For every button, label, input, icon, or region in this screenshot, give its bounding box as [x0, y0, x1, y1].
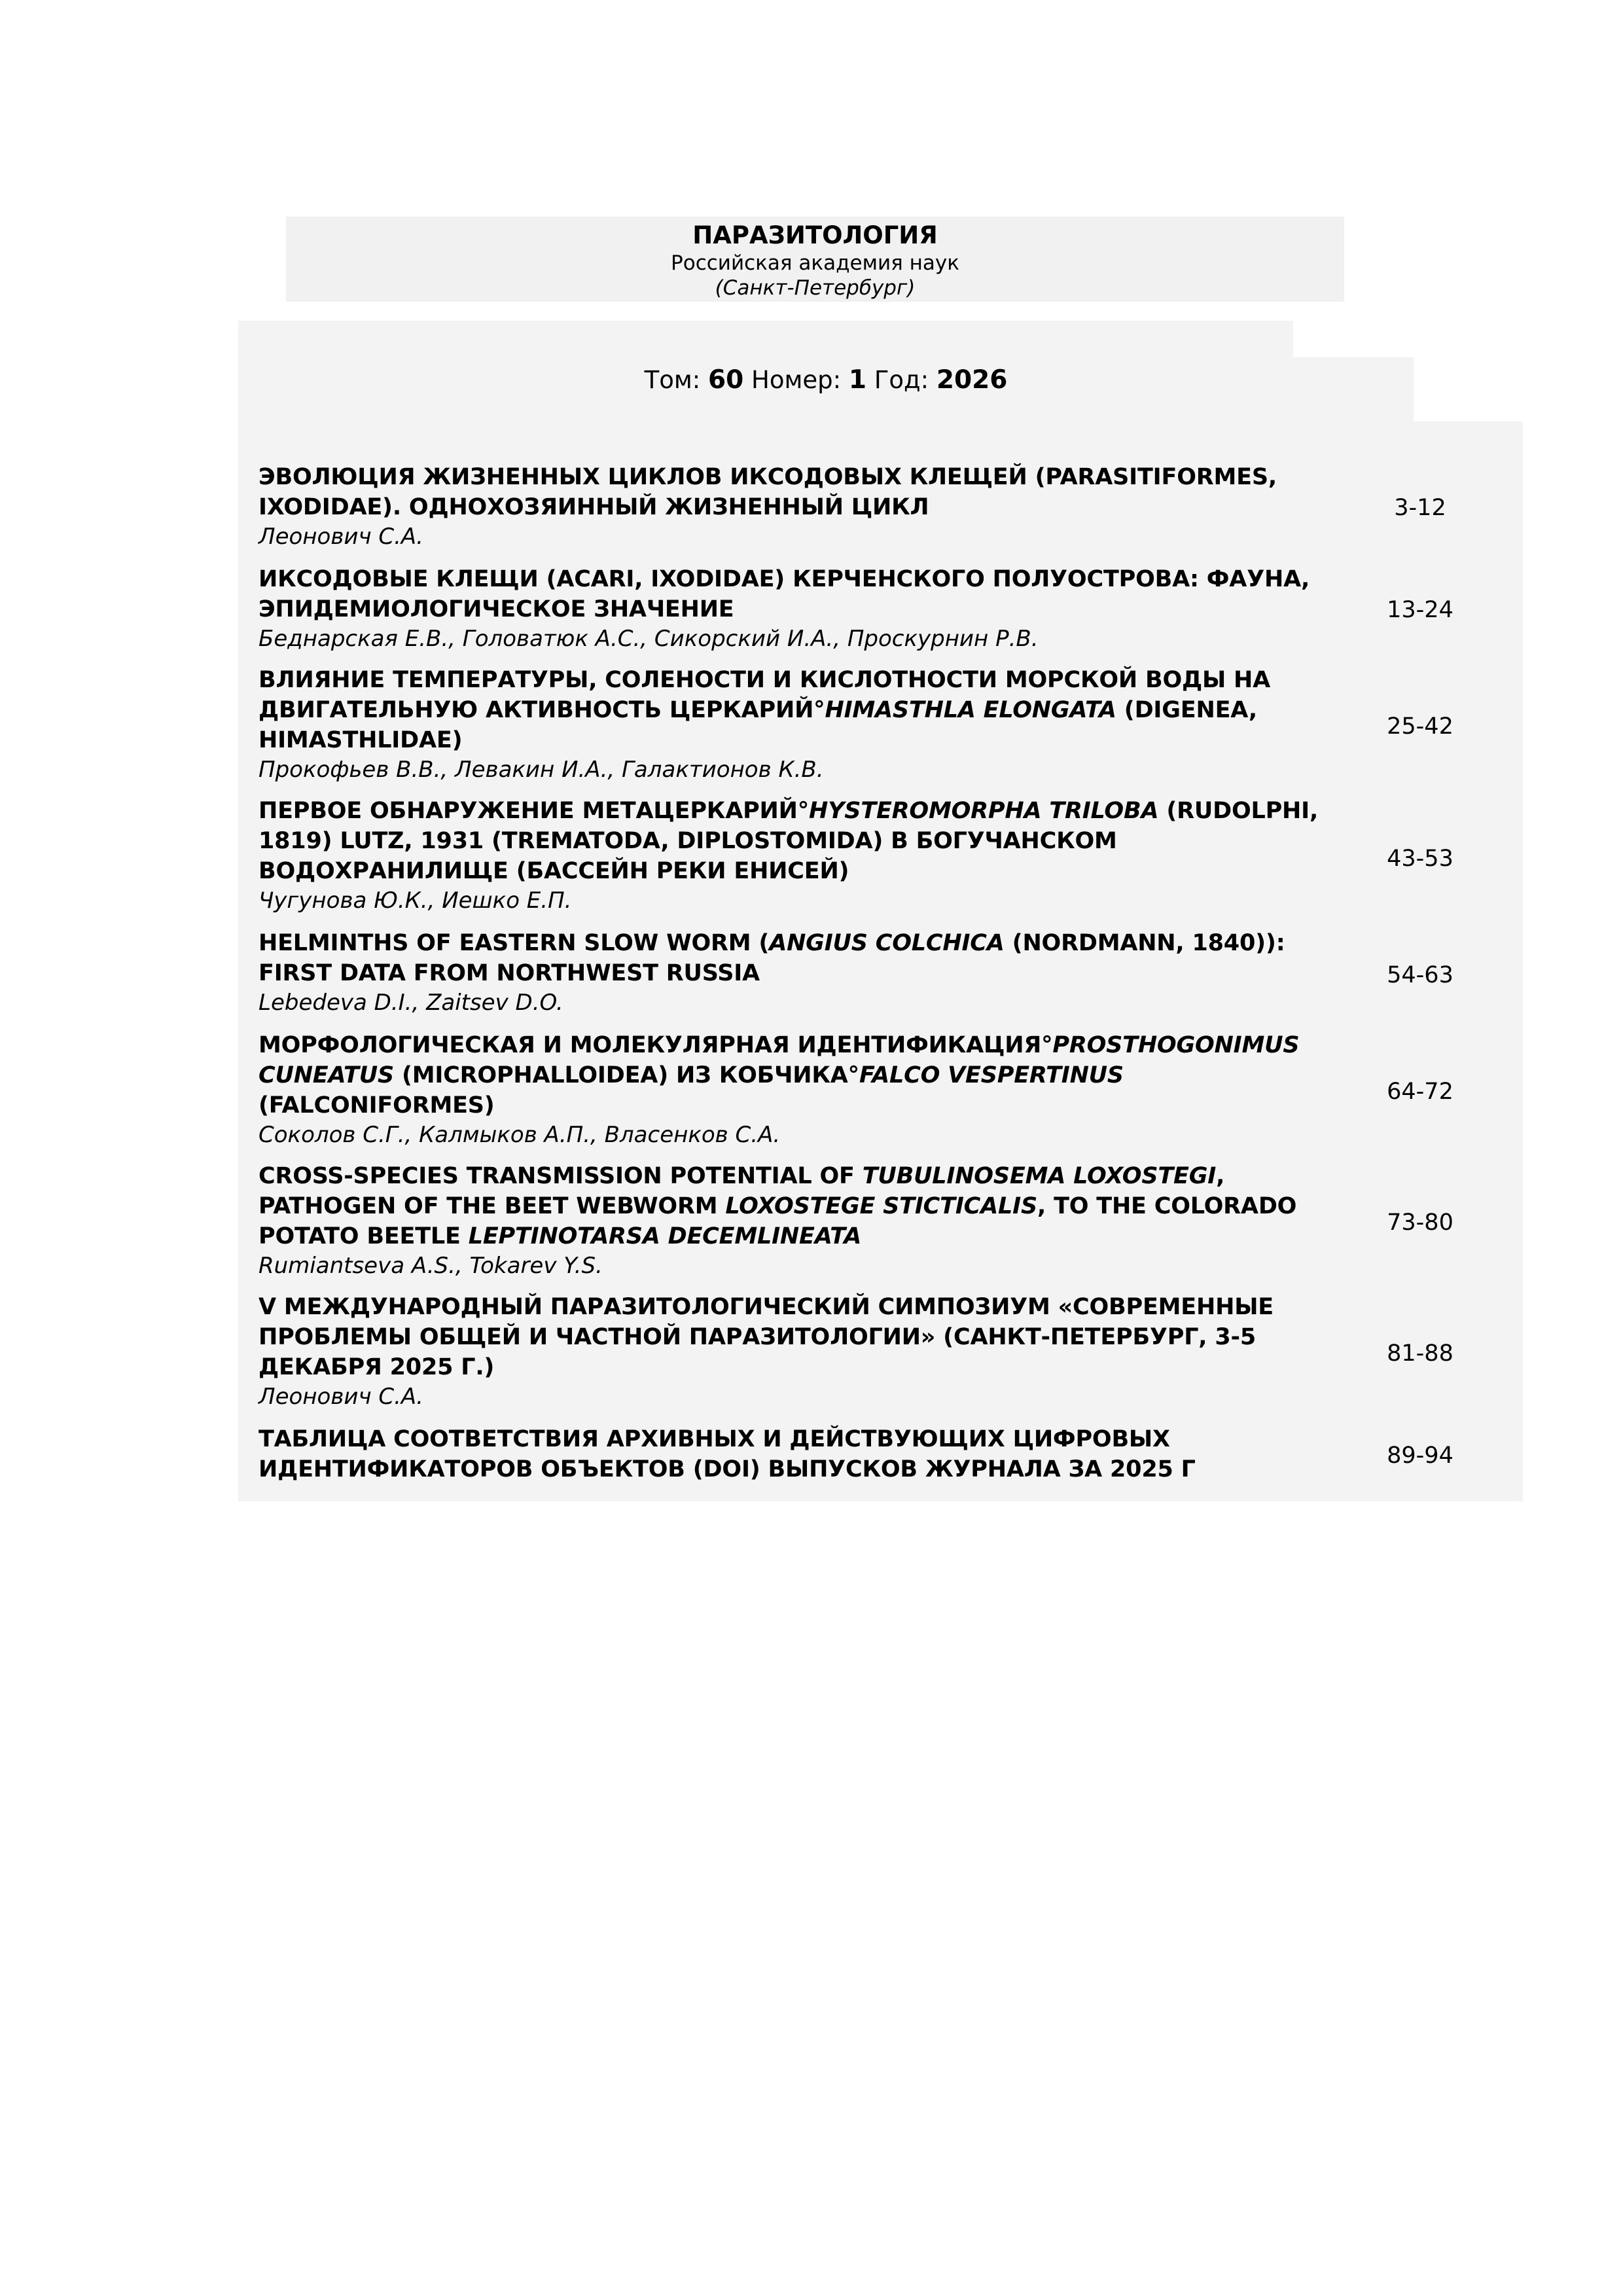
title-text: (FALCONIFORMES): [259, 1092, 495, 1119]
title-text: , PATHOGEN OF THE BEET WEBWORM: [259, 1163, 1225, 1219]
volume-value: 60: [708, 365, 744, 395]
article-pages: 3-12: [1394, 495, 1446, 521]
taxon-name: LEPTINOTARSA DECEMLINEATA: [468, 1223, 862, 1249]
title-text: ПЕРВОЕ ОБНАРУЖЕНИЕ МЕТАЦЕРКАРИЙ°: [259, 798, 810, 824]
year-value: 2026: [936, 365, 1008, 395]
article-title[interactable]: [259, 928, 1319, 988]
number-label: Номер:: [751, 366, 842, 394]
year-label: Год:: [874, 366, 929, 394]
taxon-name: HIMASTHLA ELONGATA: [825, 697, 1116, 723]
toc-entry[interactable]: [259, 1030, 1319, 1149]
article-pages: 25-42: [1387, 713, 1454, 740]
article-pages: 43-53: [1387, 846, 1454, 872]
journal-title: ПАРАЗИТОЛОГИЯ: [692, 221, 938, 249]
article-authors: Леонович С.А.: [259, 524, 423, 550]
article-title[interactable]: ТАБЛИЦА СООТВЕТСТВИЯ АРХИВНЫХ И ДЕЙСТВУЮЩИХ ЦИФРОВЫХ ИДЕНТИФИКАТОРОВ ОБЪЕКТОВ (DOI) ВЫПУСКОВ ЖУРНАЛА ЗА 2025 Г: [259, 1426, 1196, 1482]
title-text: HELMINTHS OF EASTERN SLOW WORM (: [259, 930, 770, 956]
toc-entry[interactable]: [259, 1292, 1319, 1411]
toc-entry[interactable]: [259, 665, 1319, 784]
toc-entry[interactable]: [259, 462, 1319, 551]
article-title[interactable]: [259, 1030, 1319, 1121]
taxon-name: HYSTEROMORPHA TRILOBA: [809, 798, 1159, 824]
article-title[interactable]: ЭВОЛЮЦИЯ ЖИЗНЕННЫХ ЦИКЛОВ ИКСОДОВЫХ КЛЕЩЕЙ (PARASITIFORMES, IXODIDAE). ОДНОХОЗЯИННЫЙ ЖИЗНЕННЫЙ ЦИКЛ: [259, 464, 1277, 520]
article-pages: 73-80: [1387, 1210, 1454, 1236]
toc-entry[interactable]: [259, 1161, 1319, 1280]
article-title[interactable]: [259, 796, 1319, 886]
article-authors: Беднарская Е.В., Головатюк А.С., Сикорский И.А., Проскурнин Р.В.: [259, 626, 1039, 652]
article-pages: 13-24: [1387, 597, 1454, 623]
article-authors: Леонович С.А.: [259, 1384, 423, 1410]
title-text: (RUDOLPHI, 1819) LUTZ, 1931 (TREMATODA, DIPLOSTOMIDA) В БОГУЧАНСКОМ ВОДОХРАНИЛИЩЕ (БАССЕЙН РЕКИ ЕНИСЕЙ): [259, 798, 1319, 884]
journal-city: (Санкт-Петербург): [715, 276, 916, 300]
taxon-name: PROSTHOGONIMUS CUNEATUS: [259, 1032, 1300, 1088]
toc-entry[interactable]: [259, 796, 1319, 915]
number-value: 1: [848, 365, 867, 395]
title-text: , TO THE COLORADO POTATO BEETLE: [259, 1193, 1297, 1249]
article-authors: Rumiantseva A.S., Tokarev Y.S.: [259, 1253, 603, 1279]
journal-publisher: Российская академия наук: [671, 251, 959, 275]
issue-info: [238, 364, 1414, 397]
article-authors: Lebedeva D.I., Zaitsev D.O.: [259, 990, 563, 1016]
article-pages: 54-63: [1387, 962, 1454, 988]
journal-header: [286, 217, 1344, 302]
article-pages: 64-72: [1387, 1079, 1454, 1105]
toc-entry[interactable]: [259, 1424, 1319, 1484]
article-title[interactable]: [259, 665, 1319, 755]
toc-entry[interactable]: [259, 564, 1319, 653]
title-text: МОРФОЛОГИЧЕСКАЯ И МОЛЕКУЛЯРНАЯ ИДЕНТИФИКАЦИЯ°: [259, 1032, 1053, 1058]
title-text: (NORDMANN, 1840)): FIRST DATA FROM NORTHWEST RUSSIA: [259, 930, 1285, 986]
article-authors: Соколов С.Г., Калмыков А.П., Власенков С.А.: [259, 1122, 781, 1148]
issue-background: [238, 321, 1293, 357]
article-pages: 81-88: [1387, 1340, 1454, 1367]
article-title[interactable]: ИКСОДОВЫЕ КЛЕЩИ (ACARI, IXODIDAE) КЕРЧЕНСКОГО ПОЛУОСТРОВА: ФАУНА, ЭПИДЕМИОЛОГИЧЕСКОЕ ЗНАЧЕНИЕ: [259, 566, 1310, 622]
title-text: CROSS-SPECIES TRANSMISSION POTENTIAL OF: [259, 1163, 863, 1189]
title-text: (MICROPHALLOIDEA) ИЗ КОБЧИКА°: [393, 1062, 859, 1088]
taxon-name: ANGIUS COLCHICA: [769, 930, 1005, 956]
taxon-name: LOXOSTEGE STICTICALIS: [725, 1193, 1037, 1219]
article-authors: Прокофьев В.В., Левакин И.А., Галактионов К.В.: [259, 757, 824, 783]
article-authors: Чугунова Ю.К., Иешко Е.П.: [259, 888, 572, 914]
title-text: ВЛИЯНИЕ ТЕМПЕРАТУРЫ, СОЛЕНОСТИ И КИСЛОТНОСТИ МОРСКОЙ ВОДЫ НА ДВИГАТЕЛЬНУЮ АКТИВНОСТЬ ЦЕРКАРИЙ°: [259, 667, 1271, 723]
volume-label: Том:: [644, 366, 701, 394]
article-pages: 89-94: [1387, 1443, 1454, 1469]
taxon-name: TUBULINOSEMA LOXOSTEGI: [862, 1163, 1217, 1189]
taxon-name: FALCO VESPERTINUS: [859, 1062, 1124, 1088]
article-title[interactable]: [259, 1161, 1319, 1251]
article-title[interactable]: V МЕЖДУНАРОДНЫЙ ПАРАЗИТОЛОГИЧЕСКИЙ СИМПОЗИУМ «СОВРЕМЕННЫЕ ПРОБЛЕМЫ ОБЩЕЙ И ЧАСТНОЙ ПАРАЗИТОЛОГИИ» (САНКТ-ПЕТЕРБУРГ, 3-5 ДЕКАБРЯ 2025 Г.): [259, 1294, 1274, 1380]
title-text: (DIGENEA, HIMASTHLIDAE): [259, 697, 1257, 753]
toc-entry[interactable]: [259, 928, 1319, 1017]
